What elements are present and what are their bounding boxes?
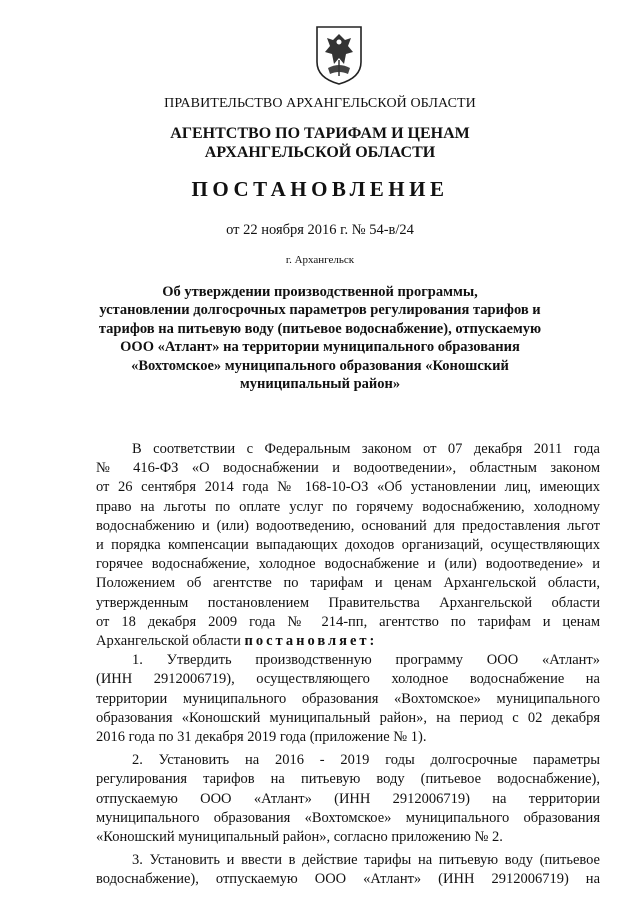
- body-line: (ИНН 2912006719), осуществляющего холодное водоснабжение на: [96, 671, 600, 688]
- item-1-paragraph: [96, 651, 600, 747]
- body-line: регулирования тарифов на питьевую воду (питьевое водоснабжение),: [96, 771, 600, 788]
- date-and-number: от 22 ноября 2016 г. № 54-в/24: [226, 222, 414, 238]
- document-subject: [0, 283, 640, 393]
- subject-line: «Вохтомское» муниципального образования «Коношский: [131, 357, 509, 374]
- body-line: водоснабжению и (или) водоотведению, оснований для предоставления льгот: [96, 517, 600, 534]
- preamble-tail: Архангельской области: [96, 633, 245, 650]
- item-2-paragraph: [96, 751, 600, 847]
- body-line: [96, 632, 600, 651]
- body-line: водоснабжение), отпускаемую ООО «Атлант» (ИНН 2912006719) на: [96, 871, 600, 888]
- body-line: от 18 декабря 2009 года № 214-пп, агентство по тарифам и ценам: [96, 613, 600, 630]
- body-line: № 416-ФЗ «О водоснабжении и водоотведении», областным законом: [96, 460, 600, 477]
- body-line: 1. Утвердить производственную программу ООО «Атлант»: [132, 652, 600, 669]
- body-line: территории муниципального образования «Вохтомское» муниципального: [96, 690, 600, 707]
- body-line: 3. Установить и ввести в действие тарифы на питьевую воду (питьевое: [132, 852, 600, 869]
- agency-title-line2: АРХАНГЕЛЬСКОЙ ОБЛАСТИ: [204, 144, 436, 161]
- document-body: [96, 440, 600, 890]
- body-line: Положением об агентстве по тарифам и ценам Архангельской области,: [96, 575, 600, 592]
- body-line: 2. Установить на 2016 - 2019 годы долгосрочные параметры: [132, 752, 600, 769]
- subject-line: тарифов на питьевую воду (питьевое водоснабжение), отпускаемую: [98, 320, 542, 337]
- preamble-paragraph: [96, 440, 600, 651]
- body-line: В соответствии с Федеральным законом от 07 декабря 2011 года: [132, 441, 600, 457]
- document-type: ПОСТАНОВЛЕНИЕ: [191, 177, 449, 201]
- body-line: горячее водоснабжение, холодное водоснабжение и (или) водоотведение» и: [96, 556, 600, 573]
- subject-line: установлении долгосрочных параметров регулирования тарифов и: [99, 302, 541, 319]
- agency-title-line1: АГЕНТСТВО ПО ТАРИФАМ И ЦЕНАМ: [170, 125, 470, 142]
- subject-line: муниципальный район»: [239, 376, 401, 393]
- body-line: утвержденным постановлением Правительства Архангельской области: [96, 594, 600, 611]
- body-line: 2016 года по 31 декабря 2019 года (приложение № 1).: [96, 729, 427, 746]
- body-line: и порядка компенсации выпадающих доходов организаций, осуществляющих: [96, 537, 600, 554]
- body-line: право на льготы по оплате услуг по горячему водоснабжению, холодному: [96, 498, 600, 515]
- decides-keyword: постановляет:: [244, 633, 378, 650]
- body-line: «Коношский муниципальный район», согласно приложению № 2.: [96, 829, 503, 846]
- coat-of-arms-emblem: [314, 24, 364, 86]
- city-label: г. Архангельск: [285, 254, 355, 266]
- subject-line: ООО «Атлант» на территории муниципального образования: [120, 339, 520, 356]
- body-line: отпускаемую ООО «Атлант» (ИНН 2912006719) на территории: [96, 790, 600, 807]
- item-3-paragraph: [96, 851, 600, 889]
- body-line: от 26 сентября 2014 года № 168-10-ОЗ «Об установлении лиц, имеющих: [96, 479, 600, 496]
- body-line: образования «Коношский муниципальный район», на период с 02 декабря: [96, 709, 600, 726]
- body-line: муниципального образования «Вохтомское» муниципального образования: [96, 809, 600, 826]
- government-title: ПРАВИТЕЛЬСТВО АРХАНГЕЛЬСКОЙ ОБЛАСТИ: [164, 96, 476, 111]
- agency-title: [0, 124, 640, 162]
- subject-line: Об утверждении производственной программы,: [162, 284, 478, 300]
